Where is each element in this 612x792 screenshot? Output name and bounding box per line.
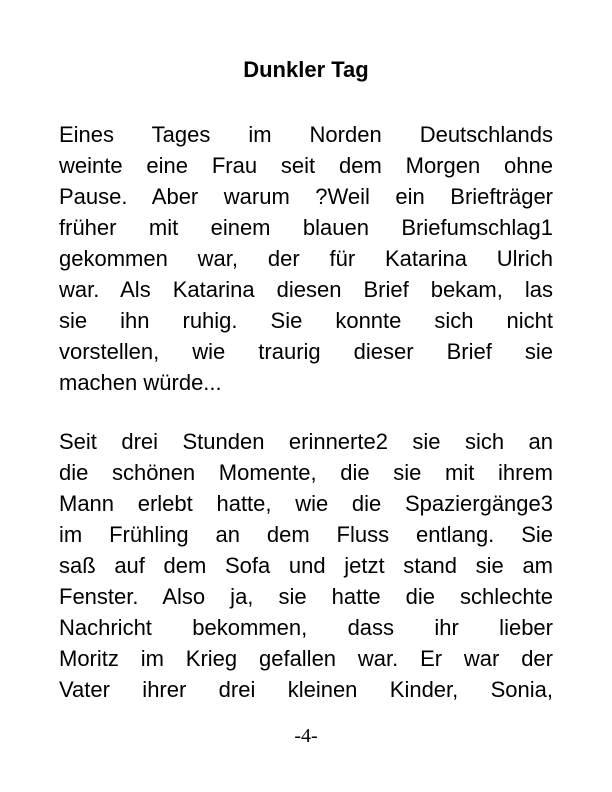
text-line: sie ihn ruhig. Sie konnte sich nicht (59, 308, 553, 333)
text-line: Vater ihrer drei kleinen Kinder, Sonia, (59, 677, 553, 702)
paragraph-2 (59, 426, 553, 705)
text-line: weinte eine Frau seit dem Morgen ohne (59, 153, 553, 178)
text-line: Mann erlebt hatte, wie die Spaziergänge3 (59, 491, 553, 516)
text-line: Fenster. Also ja, sie hatte die schlechte (59, 584, 553, 609)
text-line: Seit drei Stunden erinnerte2 sie sich an (59, 429, 553, 454)
text-line: Eines Tages im Norden Deutschlands (59, 122, 553, 147)
page-title: Dunkler Tag (243, 57, 369, 82)
text-line: im Frühling an dem Fluss entlang. Sie (59, 522, 553, 547)
text-line: saß auf dem Sofa und jetzt stand sie am (59, 553, 553, 578)
text-line: war. Als Katarina diesen Brief bekam, las (59, 277, 553, 302)
text-line: Pause. Aber warum ?Weil ein Briefträger (59, 184, 553, 209)
text-line: gekommen war, der für Katarina Ulrich (59, 246, 553, 271)
text-line: Nachricht bekommen, dass ihr lieber (59, 615, 553, 640)
text-line: die schönen Momente, die sie mit ihrem (59, 460, 553, 485)
paragraph-1 (59, 119, 553, 398)
page-number: -4- (294, 725, 318, 747)
text-line: machen würde... (59, 370, 222, 395)
text-line: früher mit einem blauen Briefumschlag1 (59, 215, 553, 240)
text-line: Moritz im Krieg gefallen war. Er war der (59, 646, 553, 671)
text-line: vorstellen, wie traurig dieser Brief sie (59, 339, 553, 364)
